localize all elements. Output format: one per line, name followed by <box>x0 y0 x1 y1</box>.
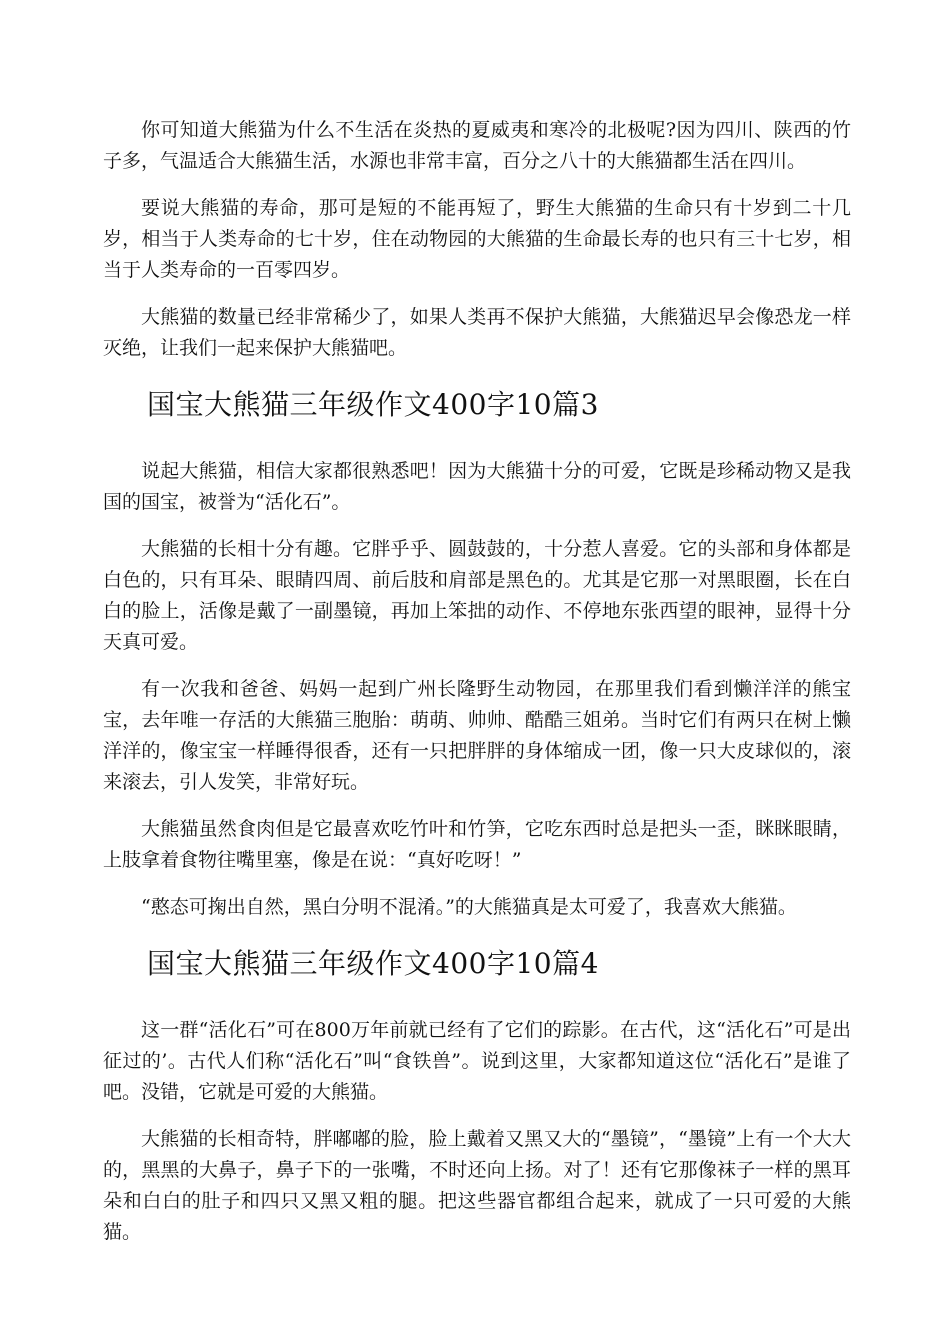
paragraph: 大熊猫的长相十分有趣。它胖乎乎、圆鼓鼓的，十分惹人喜爱。它的头部和身体都是白色的，只有耳朵、眼睛四周、前后肢和肩部是黑色的。尤其是它那一对黑眼圈，长在白白的脸上，活像是戴了一副墨镜，再加上笨拙的动作、不停地东张西望的眼神，显得十分天真可爱。 <box>103 538 851 653</box>
document-page <box>103 115 851 1264</box>
paragraph: 你可知道大熊猫为什么不生活在炎热的夏威夷和寒冷的北极呢?因为四川、陕西的竹子多，气温适合大熊猫生活，水源也非常丰富，百分之八十的大熊猫都生活在四川。 <box>103 119 851 172</box>
section-heading: 国宝大熊猫三年级作文400字10篇4 <box>147 947 599 980</box>
paragraph: 说起大熊猫，相信大家都很熟悉吧！因为大熊猫十分的可爱，它既是珍稀动物又是我国的国宝，被誉为“活化石”。 <box>103 460 851 513</box>
paragraph: 大熊猫的数量已经非常稀少了，如果人类再不保护大熊猫，大熊猫迟早会像恐龙一样灭绝，让我们一起来保护大熊猫吧。 <box>103 306 851 359</box>
paragraph: 大熊猫虽然食肉但是它最喜欢吃竹叶和竹笋，它吃东西时总是把头一歪，眯眯眼睛，上肢拿着食物往嘴里塞，像是在说：“真好吃呀！” <box>103 818 851 871</box>
paragraph: 要说大熊猫的寿命，那可是短的不能再短了，野生大熊猫的生命只有十岁到二十几岁，相当于人类寿命的七十岁，住在动物园的大熊猫的生命最长寿的也只有三十七岁，相当于人类寿命的一百零四岁。 <box>103 197 851 281</box>
paragraph: 大熊猫的长相奇特，胖嘟嘟的脸，脸上戴着又黑又大的“墨镜”，“墨镜”上有一个大大的，黑黑的大鼻子，鼻子下的一张嘴，不时还向上扬。对了！还有它那像袜子一样的黑耳朵和白白的肚子和四只又黑又粗的腿。把这些器官都组合起来，就成了一只可爱的大熊猫。 <box>103 1128 851 1243</box>
paragraph: 这一群“活化石”可在800万年前就已经有了它们的踪影。在古代，这“活化石”可是出征过的’。古代人们称“活化石”叫“食铁兽”。说到这里，大家都知道这位“活化石”是谁了吧。没错，它就是可爱的大熊猫。 <box>103 1019 851 1103</box>
section-heading: 国宝大熊猫三年级作文400字10篇3 <box>147 388 599 421</box>
paragraph: 有一次我和爸爸、妈妈一起到广州长隆野生动物园，在那里我们看到懒洋洋的熊宝宝，去年唯一存活的大熊猫三胞胎：萌萌、帅帅、酷酷三姐弟。当时它们有两只在树上懒洋洋的，像宝宝一样睡得很香，还有一只把胖胖的身体缩成一团，像一只大皮球似的，滚来滚去，引人发笑，非常好玩。 <box>103 678 851 793</box>
paragraph: “憨态可掬出自然，黑白分明不混淆。”的大熊猫真是太可爱了，我喜欢大熊猫。 <box>141 896 797 918</box>
